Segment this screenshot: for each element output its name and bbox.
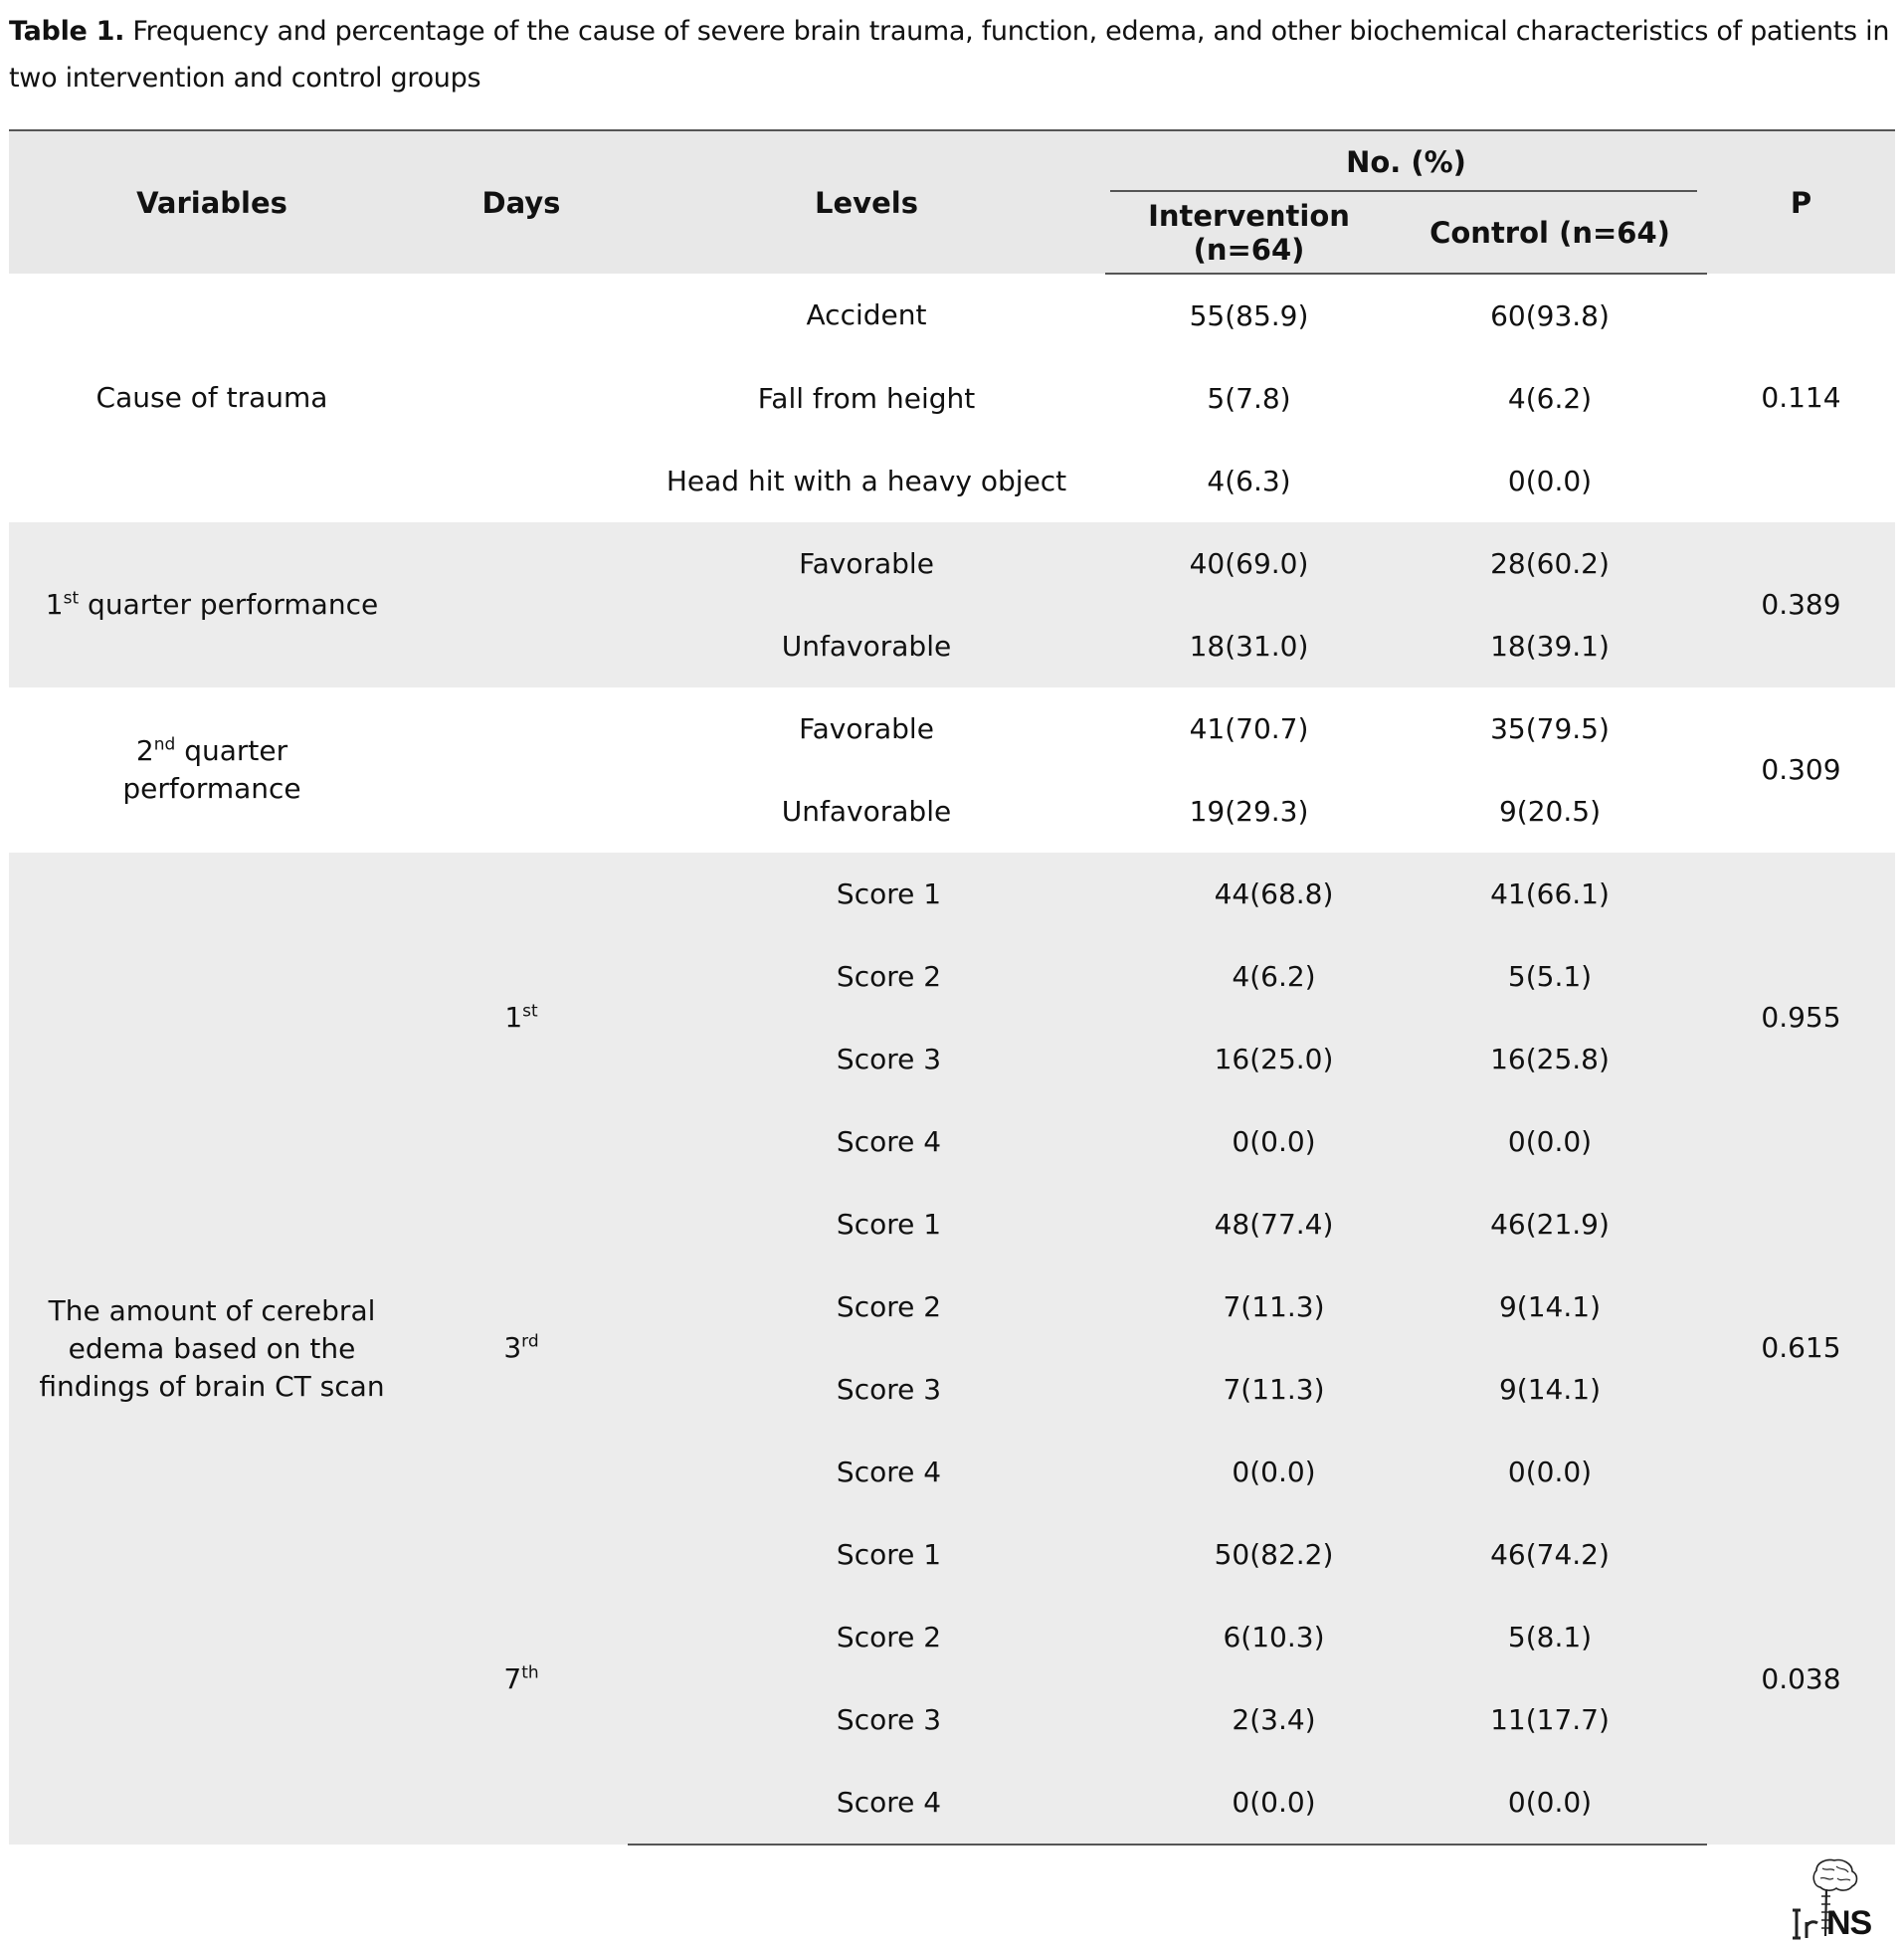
intervention-cell: 48(77.4) [1105,1183,1393,1265]
control-cell: 0(0.0) [1393,1100,1707,1183]
table-row [9,687,1895,770]
intervention-cell: 4(6.3) [1207,464,1291,497]
variable-q1-sup: st [63,588,80,609]
level-cell: Accident [806,298,927,331]
day-cell [415,853,628,1183]
level-cell: Score 2 [628,1596,1105,1678]
control-cell: 11(17.7) [1393,1678,1707,1761]
day-num: 3 [503,1331,522,1364]
intervention-cell: 0(0.0) [1105,1100,1393,1183]
level-cell: Head hit with a heavy object [666,464,1067,497]
level-cell: Favorable [799,711,934,745]
day-num: 7 [503,1661,522,1695]
control-cell: 18(39.1) [1393,605,1707,687]
intervention-cell: 6(10.3) [1105,1596,1393,1678]
control-cell: 5(5.1) [1393,935,1707,1018]
header-group-rule [1110,190,1697,192]
p-value-cell: 0.114 [1761,381,1841,414]
table-row [9,274,1895,357]
days-cell [415,522,628,687]
control-cell: 16(25.8) [1393,1018,1707,1100]
results-table [9,129,1895,1846]
table-header [9,130,1895,274]
variable-q1 [9,522,415,687]
level-cell: Score 2 [628,1265,1105,1348]
level-cell: Score 2 [628,935,1105,1018]
control-cell: 9(14.1) [1393,1265,1707,1348]
header-control: Control (n=64) [1393,192,1707,274]
p-value-cell: 0.389 [1707,522,1895,687]
table-caption [9,8,1895,101]
variable-q2-num: 2 [135,734,154,767]
p-value-cell: 0.309 [1761,753,1841,786]
intervention-cell: 2(3.4) [1105,1678,1393,1761]
level-cell: Score 4 [628,1761,1105,1845]
control-cell: 9(14.1) [1393,1348,1707,1431]
day-sup: th [521,1662,539,1683]
intervention-cell: 0(0.0) [1105,1431,1393,1513]
logo-text: NS [1826,1904,1872,1942]
level-cell: Score 4 [628,1100,1105,1183]
table-body [9,274,1895,1845]
intervention-cell: 0(0.0) [1105,1761,1393,1845]
variable-q1-num: 1 [45,588,64,621]
header-days: Days [415,130,628,274]
variable-edema: The amount of cerebral edema based on the findings of brain CT scan [9,853,415,1845]
control-cell: 0(0.0) [1393,1761,1707,1845]
intervention-cell: 41(70.7) [1189,711,1309,745]
intervention-cell: 7(11.3) [1105,1265,1393,1348]
control-cell: 41(66.1) [1393,853,1707,935]
days-cell [415,687,628,853]
level-cell: Unfavorable [628,605,1105,687]
control-cell: 9(20.5) [1498,794,1601,828]
control-cell: 0(0.0) [1393,1431,1707,1513]
header-p: P [1707,130,1895,274]
level-cell: Score 1 [628,853,1105,935]
intervention-cell: 18(31.0) [1105,605,1393,687]
intervention-cell: 55(85.9) [1189,298,1309,332]
header-levels: Levels [628,130,1105,274]
control-cell: 60(93.8) [1490,298,1610,332]
header-intervention: Intervention (n=64) [1105,192,1393,274]
header-group [1105,130,1707,192]
variable-q2-rest: quarter performance [122,734,301,805]
intervention-cell: 50(82.2) [1105,1513,1393,1596]
control-cell: 46(74.2) [1393,1513,1707,1596]
level-cell: Fall from height [757,381,976,415]
control-cell: 46(21.9) [1393,1183,1707,1265]
header-variables: Variables [9,130,415,274]
day-cell [415,1513,628,1845]
intervention-cell: 16(25.0) [1105,1018,1393,1100]
intervention-cell: 4(6.2) [1105,935,1393,1018]
intervention-cell: 44(68.8) [1105,853,1393,935]
intervention-cell: 7(11.3) [1105,1348,1393,1431]
control-cell: 5(8.1) [1393,1596,1707,1678]
p-value-cell: 0.038 [1707,1513,1895,1845]
caption-label: Table 1. [9,16,125,47]
control-cell: 28(60.2) [1393,522,1707,605]
journal-logo-icon [1791,1858,1870,1940]
day-sup: rd [521,1331,539,1352]
intervention-cell: 5(7.8) [1207,381,1291,415]
intervention-cell: 40(69.0) [1105,522,1393,605]
caption-text: Frequency and percentage of the cause of severe brain trauma, function, edema, and other biochemical characteristics of patients in two intervention and control groups [9,16,1890,94]
header-group-label: No. (%) [1346,144,1466,179]
level-cell: Score 1 [628,1183,1105,1265]
day-sup: st [522,1001,538,1022]
variable-cause: Cause of trauma [95,381,328,414]
variable-q2 [9,687,415,853]
level-cell: Score 3 [628,1348,1105,1431]
level-cell: Score 3 [628,1018,1105,1100]
control-cell: 35(79.5) [1490,711,1610,745]
p-value-cell: 0.955 [1707,853,1895,1183]
table-row [9,853,1895,935]
level-cell: Score 4 [628,1431,1105,1513]
intervention-cell: 19(29.3) [1189,794,1309,828]
table-row [9,522,1895,605]
days-cell [415,274,628,522]
p-value-cell: 0.615 [1707,1183,1895,1513]
day-num: 1 [504,1001,523,1034]
control-cell: 0(0.0) [1507,464,1593,497]
level-cell: Score 3 [628,1678,1105,1761]
variable-q2-sup: nd [153,734,176,755]
day-cell [415,1183,628,1513]
level-cell: Unfavorable [781,794,952,828]
variable-q1-rest: quarter performance [79,588,379,621]
control-cell: 4(6.2) [1507,381,1593,415]
level-cell: Favorable [628,522,1105,605]
level-cell: Score 1 [628,1513,1105,1596]
